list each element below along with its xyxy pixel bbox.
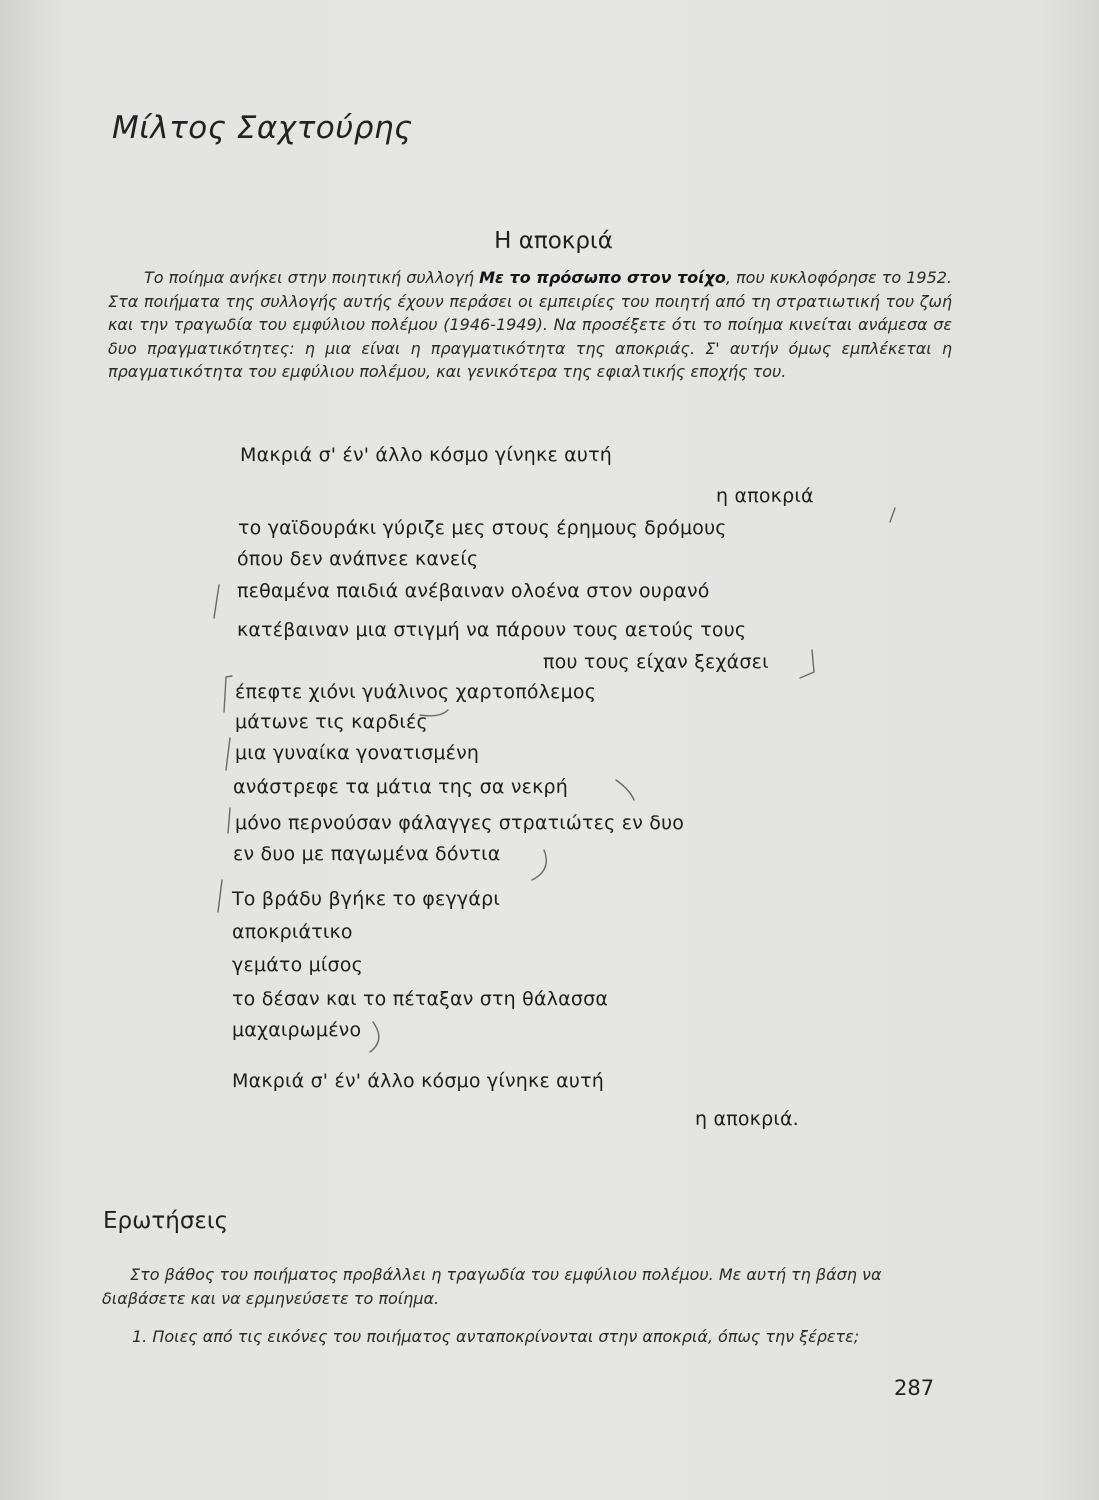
poem-line: Το βράδυ βγήκε το φεγγάρι (232, 888, 500, 910)
poem-line: που τους είχαν ξεχάσει (543, 651, 769, 673)
poem-line: ανάστρεφε τα μάτια της σα νεκρή (233, 776, 569, 798)
poem-line: μια γυναίκα γονατισμένη (235, 742, 480, 764)
pencil-bracket (532, 850, 546, 880)
pencil-bracket (800, 650, 814, 678)
poem-line: έπεφτε χιόνι γυάλινος χαρτοπόλεμος (235, 681, 597, 703)
pencil-bracket (616, 780, 634, 800)
intro-text-start: Το ποίημα ανήκει στην ποιητική συλλογή (144, 268, 480, 287)
poem-line: η αποκριά (716, 485, 814, 507)
questions-intro: Στο βάθος του ποιήματος προβάλλει η τραγωδία του εμφύλιου πολέμου. Με αυτή τη βάση να διαβάσετε και να ερμηνεύσετε το ποίημα. (102, 1265, 882, 1308)
collection-title: Με το πρόσωπο στον τοίχο (479, 268, 726, 287)
poem-line: Μακριά σ' έν' άλλο κόσμο γίνηκε αυτή (232, 1070, 604, 1092)
poem-line: εν δυο με παγωμένα δόντια (233, 843, 501, 865)
poem-line: γεμάτο μίσος (232, 954, 363, 976)
pencil-bracket (218, 880, 222, 912)
author-name: Μίλτος Σαχτούρης (112, 110, 413, 146)
poem-intro (108, 266, 952, 384)
pencil-bracket (370, 1022, 379, 1052)
poem-line: μαχαιρωμένο (232, 1019, 362, 1041)
poem-line: κατέβαιναν μια στιγμή να πάρουν τους αετούς τους (237, 619, 747, 641)
poem-line: το δέσαν και το πέταξαν στη θάλασσα (232, 988, 609, 1010)
pencil-bracket (228, 808, 230, 833)
poem-line: όπου δεν ανάπνεε κανείς (237, 548, 479, 570)
poem-line: Μακριά σ' έν' άλλο κόσμο γίνηκε αυτή (240, 444, 612, 466)
pencil-bracket (226, 738, 230, 770)
page-number: 287 (894, 1376, 935, 1400)
pencil-bracket (214, 585, 219, 618)
pencil-bracket (224, 676, 232, 712)
poem-line: αποκριάτικο (232, 921, 353, 943)
poem-line: το γαϊδουράκι γύριζε μες στους έρημους δρόμους (238, 517, 727, 539)
intro-text-end: , που κυκλοφόρησε το 1952. Στα ποιήματα της συλλογής αυτής έχουν περάσει οι εμπειρίες του ποιητή από τη στρατιωτική του ζωή και την τραγωδία του εμφύλιου πολέμου (1946-1949). Να προσέξετε ότι το ποίημα κινείται ανάμεσα σε δυο πραγματικότητες: η μια είναι η πραγματικότητα της αποκριάς. Σ' αυτήν όμως εμπλέκεται η πραγματικότητα του εμφύλιου πολέμου, και γενικότερα της εφιαλτικής εποχής του. (108, 268, 953, 381)
pencil-bracket (890, 508, 895, 522)
poem-title: Η αποκριά (494, 228, 613, 254)
poem-line: η αποκριά. (695, 1108, 799, 1130)
poem-line: μάτωνε τις καρδιές (235, 711, 428, 733)
poem-line: μόνο περνούσαν φάλαγγες στρατιώτες εν δυο (235, 812, 685, 834)
questions-heading: Ερωτήσεις (103, 1208, 229, 1234)
poem-line: πεθαμένα παιδιά ανέβαιναν ολοένα στον ουρανό (237, 580, 710, 602)
question-item: 1. Ποιες από τις εικόνες του ποιήματος ανταποκρίνονται στην αποκριά, όπως την ξέρετε; (132, 1327, 860, 1346)
